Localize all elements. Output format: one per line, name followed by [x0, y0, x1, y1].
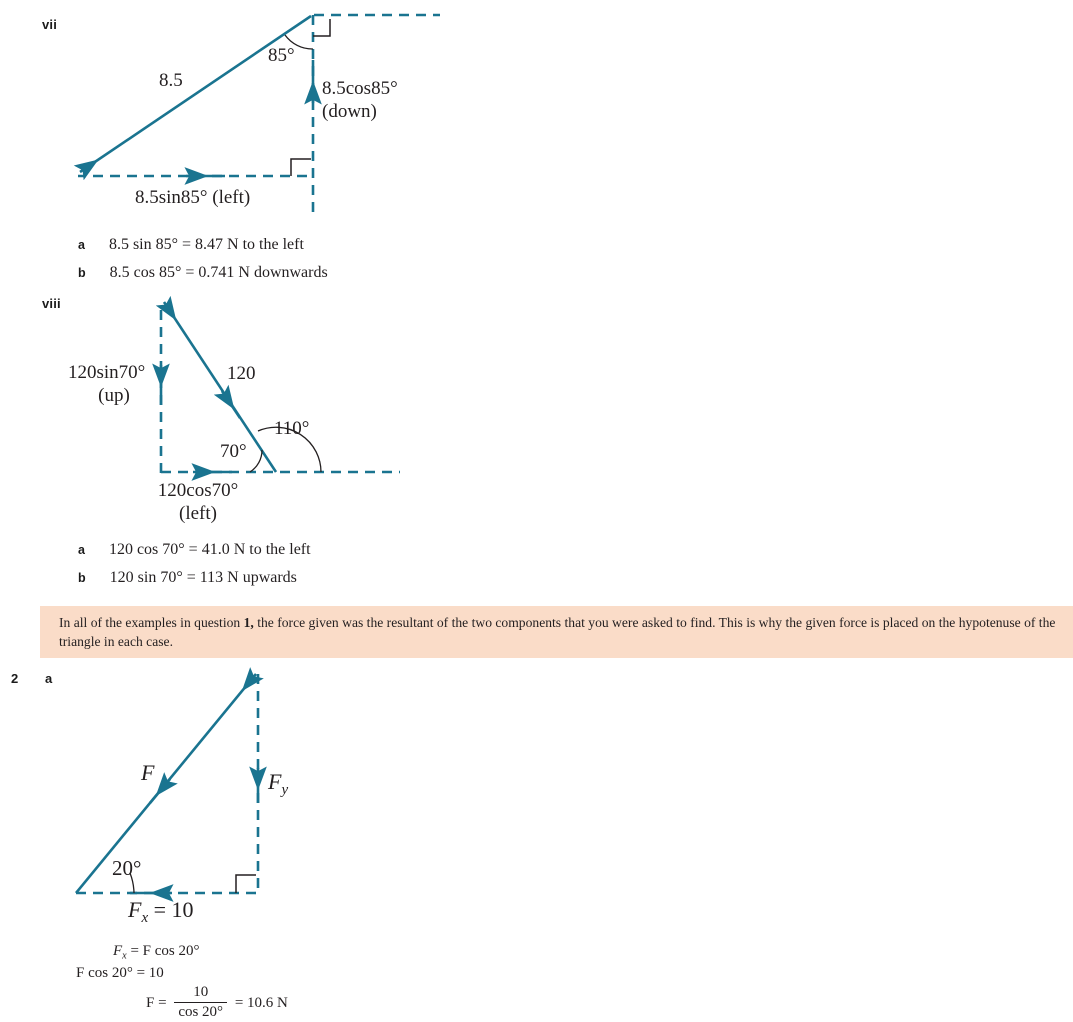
answer-text: 120 sin 70° = 113 N upwards	[109, 569, 297, 586]
diagram-2a	[0, 660, 360, 910]
viii-vertical-component-label-line1: 120sin70°	[68, 362, 146, 383]
working-line3-fraction	[174, 984, 227, 1021]
question-marker-2: 2	[11, 671, 19, 686]
vii-vertical-component-label-line2: (down)	[322, 101, 377, 122]
2a-fy-base: F	[268, 769, 282, 794]
vii-vertical-component-label-line1: 8.5cos85°	[322, 78, 398, 99]
answer-letter: b	[78, 266, 86, 280]
vii-force-vector	[80, 16, 311, 172]
vii-angle-label: 85°	[268, 45, 295, 66]
2a-fy-subscript: y	[281, 781, 289, 798]
working-line3-rhs: = 10.6 N	[234, 994, 288, 1011]
diagram-2a-svg	[0, 660, 360, 910]
note-line1-part-a: In all of the examples in question	[59, 615, 244, 630]
2a-fx-subscript: x	[141, 909, 149, 926]
answer-row-vii-a	[78, 236, 304, 254]
2a-force-label-text: F	[141, 760, 155, 785]
callout-note-box	[40, 606, 1073, 658]
viii-vertical-component-label-line2: (up)	[98, 385, 130, 406]
answer-row-viii-a	[78, 541, 311, 559]
working-line3-lhs: F =	[146, 994, 167, 1011]
working-line1-lhs-sub: x	[122, 950, 127, 962]
viii-force-vector-midarrow	[222, 391, 240, 418]
answer-letter: a	[78, 238, 85, 252]
working-line1-rhs: = F cos 20°	[130, 943, 200, 959]
working-line-3	[146, 985, 288, 1022]
answer-row-vii-b	[78, 264, 328, 282]
viii-angle-inner-label: 70°	[220, 441, 247, 462]
note-line2: hypotenuse of the triangle in each case.	[59, 615, 1056, 649]
vii-horizontal-component-label: 8.5sin85° (left)	[135, 187, 251, 208]
working-line3-denominator: cos 20°	[174, 1002, 227, 1021]
working-line-2: F cos 20° = 10	[76, 965, 164, 981]
2a-fx-base: F	[128, 897, 142, 922]
vii-right-angle-top	[313, 19, 330, 36]
item-marker-viii: viii	[42, 296, 61, 311]
answer-text: 120 cos 70° = 41.0 N to the left	[108, 541, 311, 558]
2a-right-angle	[236, 875, 256, 893]
vii-right-angle-base	[291, 159, 311, 176]
answer-text: 8.5 sin 85° = 8.47 N to the left	[108, 236, 304, 253]
note-line1-bold: 1,	[243, 615, 254, 630]
working-line-1	[113, 943, 200, 961]
answer-row-viii-b	[78, 569, 297, 587]
working-line1-lhs-base: F	[113, 943, 123, 959]
viii-horizontal-component-label-line2: (left)	[179, 503, 217, 524]
note-line1-part-b: the force given was the resultant of the two components that you were asked to find. This is why the given force is placed on the	[253, 615, 956, 630]
viii-horizontal-component-label-line1: 120cos70°	[157, 480, 239, 501]
2a-fx-value: = 10	[153, 897, 194, 922]
question-part-marker-a: a	[45, 671, 53, 686]
answer-letter: a	[78, 543, 85, 557]
answer-text: 8.5 cos 85° = 0.741 N downwards	[109, 264, 328, 281]
2a-fy-label	[268, 769, 288, 799]
answer-letter: b	[78, 571, 86, 585]
2a-fx-label	[128, 897, 194, 927]
item-marker-vii: vii	[42, 17, 58, 32]
viii-angle-arc-inner	[250, 450, 262, 472]
vii-hypotenuse-label: 8.5	[159, 70, 183, 91]
callout-note-text	[59, 614, 1059, 652]
working-line3-numerator: 10	[193, 984, 209, 1000]
2a-angle-label: 20°	[112, 856, 142, 880]
2a-force-label	[141, 760, 154, 786]
viii-angle-outer-label: 110°	[274, 418, 310, 439]
viii-hypotenuse-label: 120	[227, 363, 256, 384]
